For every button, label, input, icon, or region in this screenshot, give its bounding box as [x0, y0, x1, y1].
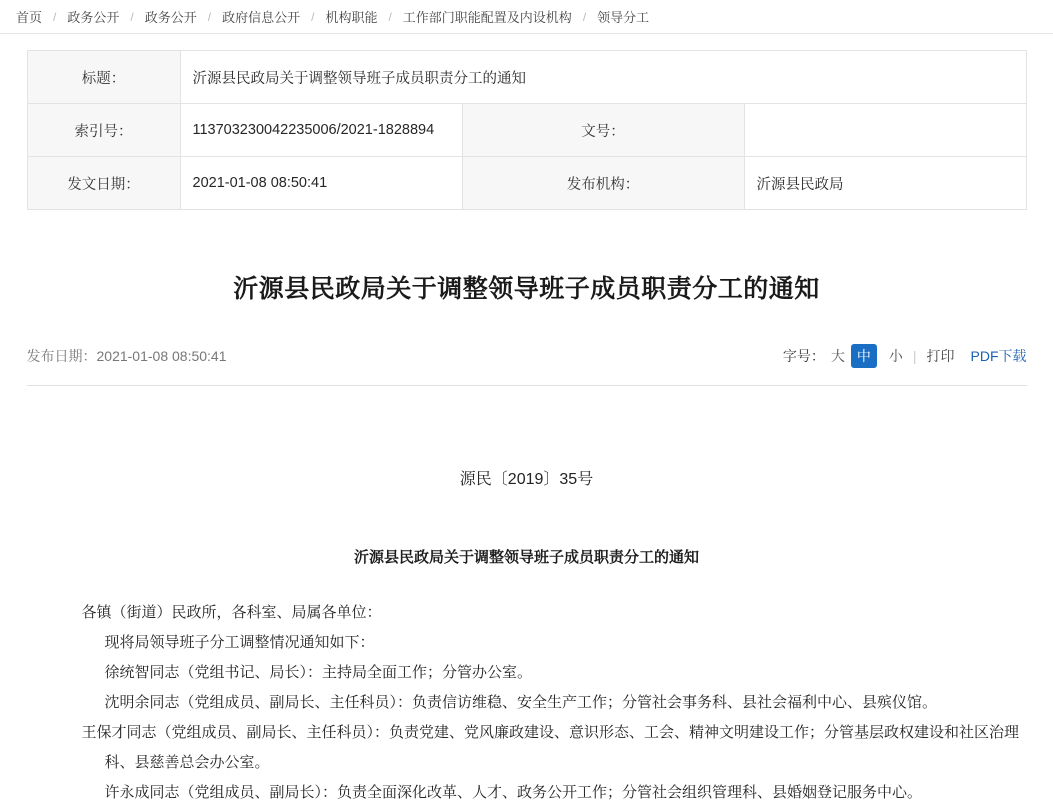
pdf-download-link[interactable]: PDF下载 [970, 348, 1027, 364]
body-paragraph: 徐统智同志（党组书记、局长）：主持局全面工作；分管办公室。 [104, 664, 533, 682]
body-paragraph: 许永成同志（党组成员、副局长）：负责全面深化改革、人才、政务公开工作；分管社会组织管理科、县婚姻登记服务中心。 [104, 784, 923, 802]
breadcrumb-separator: / [311, 9, 315, 24]
breadcrumb-item-home[interactable]: 首页 [16, 10, 43, 25]
breadcrumb-item-1[interactable]: 政务公开 [67, 10, 120, 25]
breadcrumb-separator: / [582, 9, 587, 24]
page-title: 沂源县民政局关于调整领导班子成员职责分工的通知 [233, 275, 820, 303]
meta-value-agency: 沂源县民政局 [744, 157, 1026, 210]
print-button[interactable]: 打印 [926, 348, 955, 364]
breadcrumb-separator: / [53, 9, 57, 24]
article-body [27, 464, 1027, 808]
fontsize-medium-button[interactable]: 中 [851, 344, 877, 368]
meta-label-index: 索引号： [27, 104, 180, 157]
fontsize-large-button[interactable]: 大 [830, 348, 845, 364]
table-row [27, 104, 1026, 157]
body-paragraph: 各镇（街道）民政所，各科室、局属各单位： [81, 604, 382, 622]
meta-label-docno: 文号： [462, 104, 744, 157]
document-number: 源民〔2019〕35号 [459, 471, 594, 488]
page-content [27, 50, 1027, 808]
breadcrumb-item-2[interactable]: 政务公开 [144, 10, 197, 25]
meta-value-date: 2021-01-08 08:50:41 [180, 157, 462, 210]
table-row [27, 51, 1026, 104]
table-row [27, 157, 1026, 210]
breadcrumb-item-3[interactable]: 政府信息公开 [222, 10, 301, 25]
fontsize-small-button[interactable]: 小 [888, 348, 903, 364]
publish-date-label: 发布日期： [26, 348, 97, 364]
meta-value-title: 沂源县民政局关于调整领导班子成员职责分工的通知 [180, 51, 1026, 104]
publish-date [27, 346, 227, 366]
breadcrumb-item-5[interactable]: 工作部门职能配置及内设机构 [402, 10, 572, 25]
body-paragraph: 沈明余同志（党组成员、副局长、主任科员）：负责信访维稳、安全生产工作；分管社会事务科、县社会福利中心、县殡仪馆。 [104, 694, 938, 712]
toolbar-actions [783, 344, 1027, 368]
meta-label-agency: 发布机构： [462, 157, 744, 210]
meta-label-title: 标题： [27, 51, 180, 104]
body-paragraph: 王保才同志（党组成员、副局长、主任科员）：负责党建、党风廉政建设、意识形态、工会、精神文明建设工作；分管基层政权建设和社区治理科、县慈善总会办公室。 [81, 724, 1020, 772]
article-toolbar [27, 335, 1027, 386]
fontsize-label: 字号： [782, 348, 825, 364]
breadcrumb-separator: / [207, 9, 212, 24]
breadcrumb-separator: / [388, 9, 392, 24]
body-paragraph: 现将局领导班子分工调整情况通知如下： [104, 634, 375, 652]
meta-value-docno [744, 104, 1026, 157]
document-meta-table [27, 50, 1027, 210]
breadcrumb-item-6[interactable]: 领导分工 [597, 10, 650, 25]
meta-value-index: 113703230042235006/2021-1828894 [180, 104, 462, 157]
meta-label-date: 发文日期： [27, 157, 180, 210]
toolbar-divider: | [912, 348, 917, 364]
breadcrumb-separator: / [130, 9, 134, 24]
breadcrumb-item-4[interactable]: 机构职能 [325, 10, 378, 25]
breadcrumb [0, 0, 1053, 34]
body-heading: 沂源县民政局关于调整领导班子成员职责分工的通知 [353, 549, 699, 567]
publish-date-value: 2021-01-08 08:50:41 [96, 348, 227, 364]
